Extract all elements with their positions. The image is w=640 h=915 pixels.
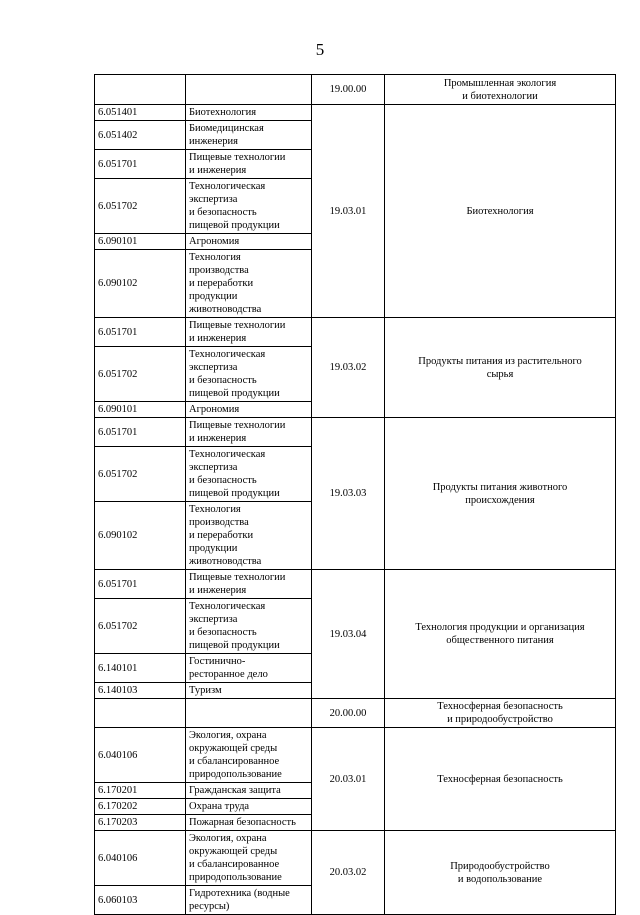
old-specialty-code-cell: 6.051702 <box>95 599 186 654</box>
new-direction-code-cell: 19.00.00 <box>312 75 385 105</box>
new-direction-name-cell: Промышленная экология и биотехнологии <box>385 75 616 105</box>
old-specialty-code-cell: 6.051701 <box>95 570 186 599</box>
old-specialty-code-cell: 6.170203 <box>95 815 186 831</box>
old-specialty-code-cell: 6.140101 <box>95 654 186 683</box>
old-specialty-code-cell: 6.140103 <box>95 683 186 699</box>
old-specialty-name-cell: Гражданская защита <box>186 783 312 799</box>
old-specialty-name-cell: Пищевые технологии и инженерия <box>186 318 312 347</box>
new-direction-code-cell: 19.03.02 <box>312 318 385 418</box>
new-direction-name-cell: Продукты питания животного происхождения <box>385 418 616 570</box>
old-specialty-name-cell: Технологическая экспертиза и безопасность пищевой продукции <box>186 179 312 234</box>
old-specialty-name-cell: Биотехнология <box>186 105 312 121</box>
new-direction-name-cell: Биотехнология <box>385 105 616 318</box>
table-row <box>95 831 616 886</box>
new-direction-code-cell: 19.03.01 <box>312 105 385 318</box>
table-row <box>95 728 616 783</box>
new-direction-name-cell: Продукты питания из растительного сырья <box>385 318 616 418</box>
old-specialty-code-cell: 6.170202 <box>95 799 186 815</box>
old-specialty-code-cell <box>95 699 186 728</box>
old-specialty-code-cell: 6.051701 <box>95 150 186 179</box>
old-specialty-code-cell: 6.170201 <box>95 783 186 799</box>
new-direction-code-cell: 20.00.00 <box>312 699 385 728</box>
specialty-correspondence-table <box>94 74 616 915</box>
table-row <box>95 418 616 447</box>
old-specialty-name-cell: Агрономия <box>186 234 312 250</box>
old-specialty-name-cell: Технология производства и переработки продукции животноводства <box>186 250 312 318</box>
old-specialty-code-cell: 6.051702 <box>95 347 186 402</box>
page-number: 5 <box>315 40 325 59</box>
new-direction-code-cell: 19.03.04 <box>312 570 385 699</box>
table-body <box>95 75 616 915</box>
old-specialty-name-cell: Пищевые технологии и инженерия <box>186 150 312 179</box>
new-direction-name-cell: Техносферная безопасность и природообустройство <box>385 699 616 728</box>
old-specialty-code-cell: 6.051702 <box>95 447 186 502</box>
old-specialty-code-cell: 6.040106 <box>95 831 186 886</box>
new-direction-code-cell: 20.03.01 <box>312 728 385 831</box>
old-specialty-code-cell: 6.040106 <box>95 728 186 783</box>
old-specialty-name-cell: Гостинично- ресторанное дело <box>186 654 312 683</box>
table-row <box>95 75 616 105</box>
new-direction-code-cell: 19.03.03 <box>312 418 385 570</box>
old-specialty-name-cell <box>186 75 312 105</box>
old-specialty-name-cell: Пожарная безопасность <box>186 815 312 831</box>
new-direction-name-cell: Технология продукции и организация общественного питания <box>385 570 616 699</box>
old-specialty-name-cell: Экология, охрана окружающей среды и сбалансированное природопользование <box>186 728 312 783</box>
new-direction-code-cell: 20.03.02 <box>312 831 385 915</box>
old-specialty-name-cell: Охрана труда <box>186 799 312 815</box>
old-specialty-name-cell: Технология производства и переработки продукции животноводства <box>186 502 312 570</box>
old-specialty-name-cell: Технологическая экспертиза и безопасность пищевой продукции <box>186 347 312 402</box>
old-specialty-name-cell: Агрономия <box>186 402 312 418</box>
new-direction-name-cell: Техносферная безопасность <box>385 728 616 831</box>
old-specialty-code-cell: 6.090102 <box>95 250 186 318</box>
old-specialty-name-cell: Пищевые технологии и инженерия <box>186 418 312 447</box>
old-specialty-code-cell: 6.051402 <box>95 121 186 150</box>
old-specialty-name-cell: Технологическая экспертиза и безопасность пищевой продукции <box>186 447 312 502</box>
old-specialty-code-cell: 6.051701 <box>95 318 186 347</box>
old-specialty-code-cell: 6.090101 <box>95 234 186 250</box>
table-row <box>95 318 616 347</box>
old-specialty-name-cell: Гидротехника (водные ресурсы) <box>186 886 312 915</box>
new-direction-name-cell: Природообустройство и водопользование <box>385 831 616 915</box>
old-specialty-code-cell: 6.090101 <box>95 402 186 418</box>
old-specialty-name-cell: Пищевые технологии и инженерия <box>186 570 312 599</box>
old-specialty-code-cell: 6.051702 <box>95 179 186 234</box>
old-specialty-name-cell: Биомедицинская инженерия <box>186 121 312 150</box>
old-specialty-name-cell: Туризм <box>186 683 312 699</box>
old-specialty-name-cell: Экология, охрана окружающей среды и сбалансированное природопользование <box>186 831 312 886</box>
table-row <box>95 699 616 728</box>
table-row <box>95 105 616 121</box>
old-specialty-name-cell: Технологическая экспертиза и безопасность пищевой продукции <box>186 599 312 654</box>
table-row <box>95 570 616 599</box>
old-specialty-code-cell <box>95 75 186 105</box>
old-specialty-code-cell: 6.090102 <box>95 502 186 570</box>
old-specialty-code-cell: 6.051401 <box>95 105 186 121</box>
old-specialty-name-cell <box>186 699 312 728</box>
old-specialty-code-cell: 6.060103 <box>95 886 186 915</box>
old-specialty-code-cell: 6.051701 <box>95 418 186 447</box>
